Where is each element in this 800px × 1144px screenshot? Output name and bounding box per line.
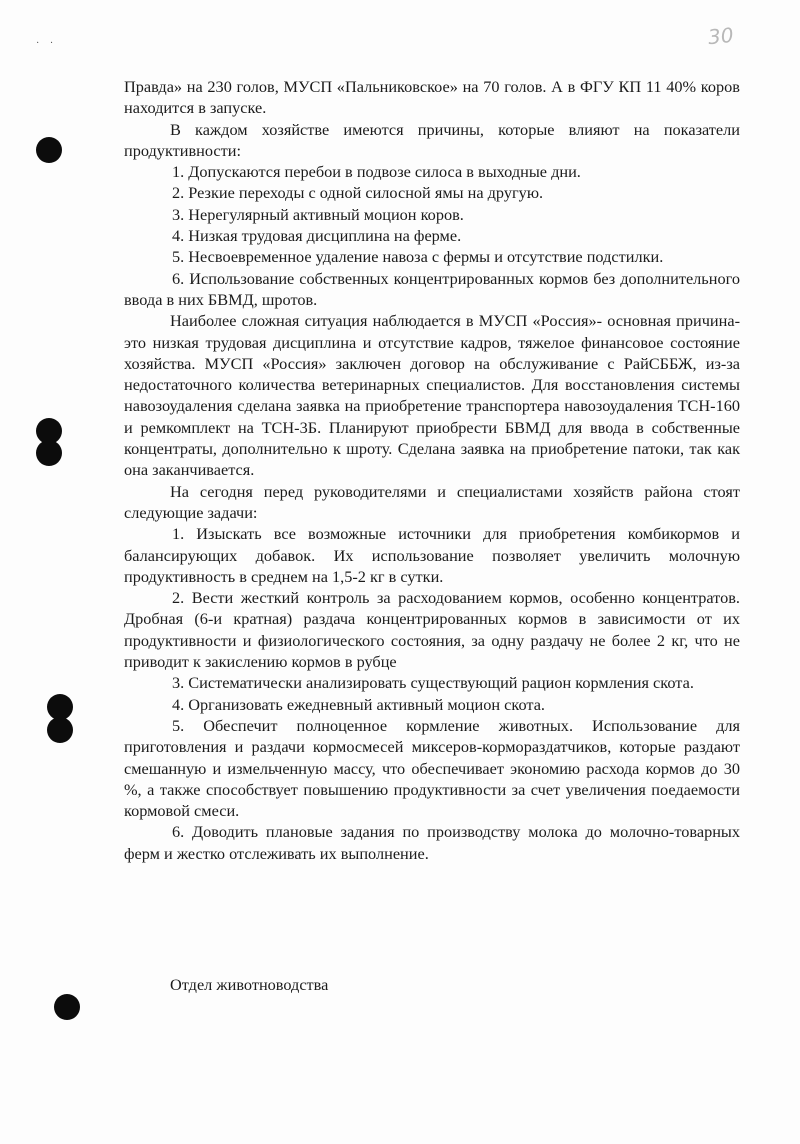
paragraph-causes-intro: В каждом хозяйстве имеются причины, которые влияют на показатели продуктивности: (124, 119, 740, 160)
cause-item: 1. Допускаются перебои в подвозе силоса в выходные дни. (172, 162, 581, 182)
scan-specks: · · (36, 38, 58, 49)
task-item: 2. Вести жесткий контроль за расходованием кормов, особенно концентратов. Дробная (6-и кратная) раздача концентрированных кормов в зависимости от их продуктивности и физиологического состояния, за одну раздачу не более 2 кг, что не приводит к закислению кормов в рубце (124, 588, 740, 672)
cause-item: 6. Использование собственных концентрированных кормов без дополнительного ввода в них БВМД, шротов. (124, 268, 740, 309)
task-item: 3. Систематически анализировать существующий рацион кормления скота. (172, 673, 694, 693)
punch-hole (36, 440, 62, 466)
cause-item: 5. Несвоевременное удаление навоза с фермы и отсутствие подстилки. (172, 247, 664, 267)
punch-hole (54, 994, 80, 1020)
paragraph-tasks-intro: На сегодня перед руководителями и специалистами хозяйств района стоят следующие задачи: (124, 481, 740, 522)
body-text (124, 76, 740, 864)
task-item: 1. Изыскать все возможные источники для приобретения комбикормов и балансирующих добавок. Их использование позволяет увеличить молочную продуктивность в среднем на 1,5-2 кг в сутки. (124, 524, 740, 586)
page-number: 30 (706, 22, 735, 50)
cause-item: 3. Нерегулярный активный моцион коров. (172, 204, 464, 224)
paragraph-continuation: Правда» на 230 голов, МУСП «Пальниковское» на 70 голов. А в ФГУ КП 11 40% коров находится в запуске. (124, 77, 740, 118)
task-item: 5. Обеспечит полноценное кормление животных. Использование для приготовления и раздачи кормосмесей миксеров-кормораздатчиков, которые раздают смешанную и измельченную массу, что обеспечивает экономию расхода кормов до 30 %, а также способствует повышению продуктивности за счет увеличения поедаемости кормовой смеси. (124, 715, 740, 821)
task-item: 6. Доводить плановые задания по производству молока до молочно-товарных ферм и жестко отслеживать их выполнение. (124, 822, 740, 863)
cause-item: 2. Резкие переходы с одной силосной ямы на другую. (172, 183, 544, 203)
punch-hole (47, 717, 73, 743)
cause-item: 4. Низкая трудовая дисциплина на ферме. (172, 226, 462, 246)
punch-hole (36, 137, 62, 163)
paragraph-russia-situation: Наиболее сложная ситуация наблюдается в МУСП «Россия»- основная причина-это низкая трудовая дисциплина и отсутствие кадров, тяжелое финансовое состояние хозяйства. МУСП «Россия» заключен договор на обслуживание с РайСББЖ, из-за недостаточного количества ветеринарных специалистов. Для восстановления системы навозоудаления сделана заявка на приобретение транспортера навозоудаления ТСН-160 и ремкомплект на ТСН-3Б. Планируют приобрести БВМД для ввода в собственные концентраты, дополнительно к шроту. Сделана заявка на приобретение патоки, так как она заканчивается. (124, 311, 740, 480)
signature-department: Отдел животноводства (170, 975, 329, 994)
task-item: 4. Организовать ежедневный активный моцион скота. (172, 694, 546, 714)
